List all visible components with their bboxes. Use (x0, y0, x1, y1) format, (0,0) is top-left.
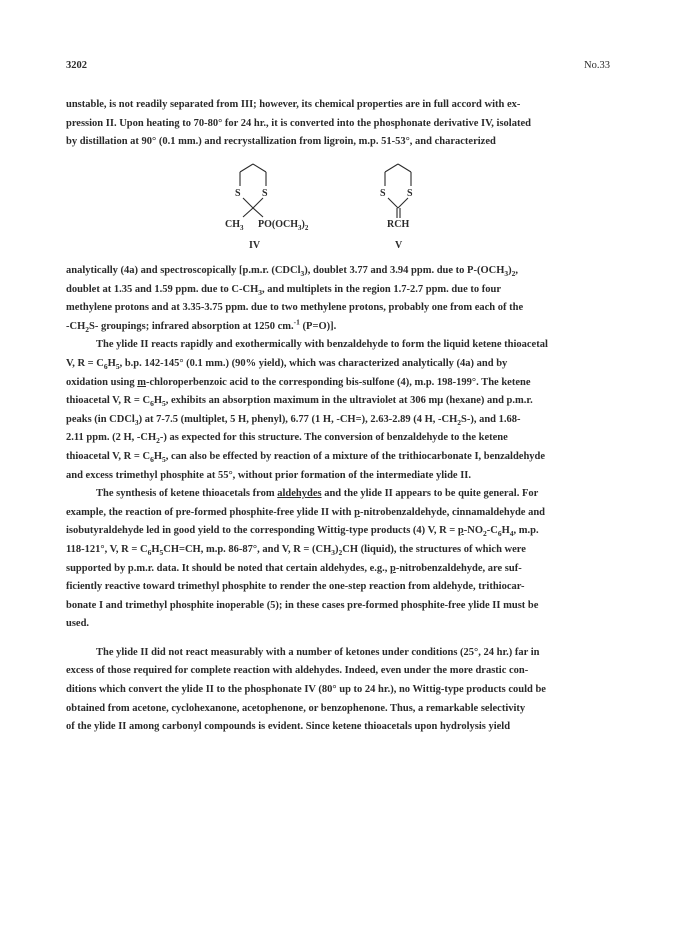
text-line: and excess trimethyl phosphite at 55°, without prior formation of the intermediate ylide II. (66, 469, 472, 481)
text-line: The ylide II reacts rapidly and exothermically with benzaldehyde to form the liquid ketene thioacetal (96, 339, 548, 351)
paragraph-1 (66, 96, 614, 152)
text-line: supported by p.m.r. data. It should be noted that certain aldehydes, e.g., p-nitrobenzaldehyde, are suf- (66, 562, 522, 574)
text-line: thioacetal V, $R = C_6H_5$, exhibits an absorption maximum in the ultraviolet at 306 mμ (hexane) and p.m.r. (66, 395, 533, 409)
text-line: 118-121°, V, $R = C_6H_5CH=CH$, m.p. 86-87°, and V, $R = (CH_3)_2CH$ (liquid), the structures of which were (66, 543, 526, 557)
chemical-structures-figure (225, 160, 455, 250)
atom-s: S (380, 188, 386, 199)
text-line: doublet at 1.35 and 1.59 ppm. due to $C-CH_3$, and multiplets in the region 1.7-2.7 ppm. due to four (66, 283, 501, 297)
atom-s: S (407, 188, 413, 199)
atom-ch3: $CH_3$ (225, 219, 244, 232)
text-line: ditions which convert the ylide II to the phosphonate IV (80° up to 24 hr.), no Wittig-type products could be (66, 684, 546, 696)
text-line: peaks (in CDCl$_3$) at 7-7.5 (multiplet, 5 H, phenyl), 6.77 (1 H, -CH=), 2.63-2.89 (4 H, $-CH_2S-$), and 1.68- (66, 413, 521, 427)
text-line: used. (66, 618, 90, 630)
atom-phosphonate: $PO(OCH_3)_2$ (258, 219, 309, 232)
text-line: unstable, is not readily separated from III; however, its chemical properties are in full accord with ex- (66, 99, 521, 110)
page-header (66, 57, 614, 71)
text-line: ficiently reactive toward trimethyl phosphite to render the one-step reaction from aldehyde, trithiocar- (66, 581, 525, 593)
text-line: 2.11 ppm. (2 H, $-CH_2-$) as expected for this structure. The conversion of benzaldehyde to the ketene (66, 432, 508, 446)
text-line: thioacetal V, $R = C_6H_5$, can also be effected by reaction of a mixture of the trithiocarbonate I, benzaldehyde (66, 450, 546, 465)
structure-label-iv: IV (249, 240, 261, 250)
text-line: example, the reaction of pre-formed phosphite-free ylide II with p-nitrobenzaldehyde, cinnamaldehyde and (66, 506, 546, 518)
atom-s: S (262, 188, 268, 199)
text-line: The synthesis of ketene thioacetals from aldehydes and the ylide II appears to be quite general. For (96, 488, 539, 500)
text-line: isobutyraldehyde led in good yield to the corresponding Wittig-type products (4) V, $R = p-NO_2-C_6H_4$, m.p. (66, 525, 539, 539)
text-line: by distillation at 90° (0.1 mm.) and recrystallization from ligroin, m.p. 51-53°, and characterized (66, 136, 496, 148)
structure-label-v: V (395, 240, 403, 250)
text-line: $-CH_2S-$ groupings; infrared absorption at 1250 cm.$^{-1}$ (P=O)]. (66, 317, 337, 334)
text-line: pression II. Upon heating to 70-80° for 24 hr., it is converted into the phosphonate derivative IV, isolated (66, 117, 531, 129)
text-line: V, $R = C_6H_5$, b.p. 142-145° (0.1 mm.) (90% yield), which was characterized analytically (4a) and by (66, 357, 508, 372)
text-line: methylene protons and at 3.35-3.75 ppm. due to two methylene protons, probably one from each of the (66, 302, 524, 314)
paragraph-2 (66, 262, 614, 737)
text-line: oxidation using m-chloroperbenzoic acid to the corresponding bis-sulfone (4), m.p. 198-199°. The ketene (66, 376, 531, 388)
text-line: of the ylide II among carbonyl compounds is evident. Since ketene thioacetals upon hydrolysis yield (66, 721, 511, 733)
text-line: The ylide II did not react measurably with a number of ketones under conditions (25°, 24 hr.) far in (96, 646, 540, 658)
text-line: analytically (4a) and spectroscopically [p.m.r. (CDCl$_3$), doublet 3.77 and 3.94 ppm. due to $P-(OCH_3)_2$, (66, 265, 518, 279)
issue-number: No.33 (584, 60, 610, 71)
text-line: obtained from acetone, cyclohexanone, acetophenone, or benzophenone. Thus, a remarkable selectivity (66, 702, 526, 714)
text-line: bonate I and trimethyl phosphite inoperable (5); in these cases pre-formed phosphite-free ylide II must be (66, 599, 539, 611)
text-line: excess of those required for complete reaction with aldehydes. Indeed, even under the more drastic con- (66, 665, 529, 677)
page-number: 3202 (66, 60, 87, 71)
atom-rch: RCH (387, 219, 410, 230)
atom-s: S (235, 188, 241, 199)
